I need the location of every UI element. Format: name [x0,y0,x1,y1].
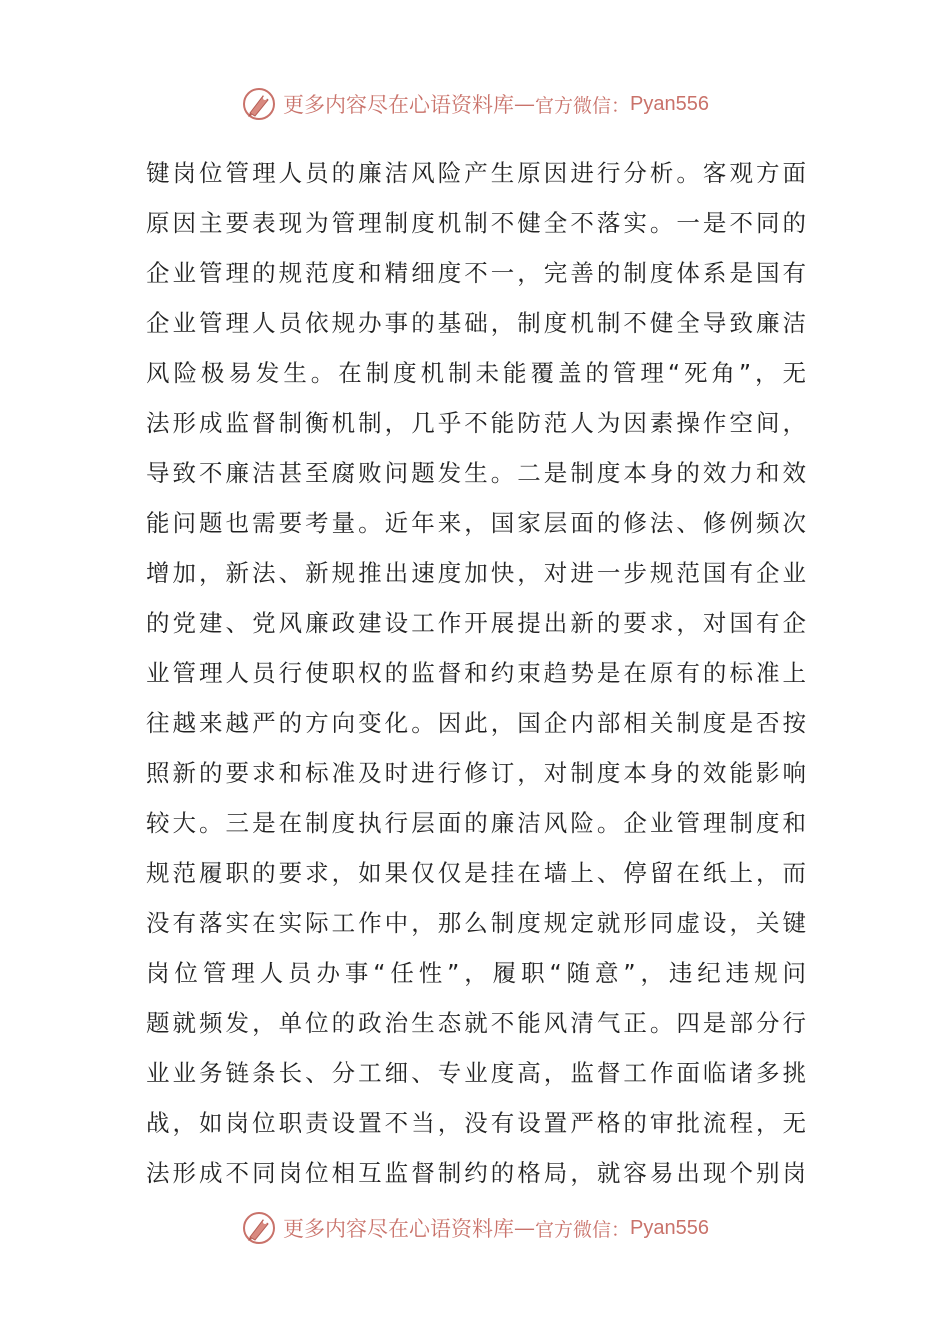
body-line: 键岗位管理人员的廉洁风险产生原因进行分析。客观方面 [146,159,806,187]
header-separator: — [514,92,535,116]
body-line: 能问题也需要考量。近年来，国家层面的修法、修例频次 [146,509,806,537]
header-watermark [0,84,950,124]
body-line: 企业管理的规范度和精细度不一，完善的制度体系是国有 [146,259,806,287]
footer-watermark [0,1208,950,1248]
body-line: 岗位管理人员办事“任性”，履职“随意”，违纪违规问 [146,959,806,987]
body-line: 战，如岗位职责设置不当，没有设置严格的审批流程，无 [146,1109,806,1137]
footer-official-label: 官方微信： [535,1218,631,1241]
body-line: 企业管理人员依规办事的基础，制度机制不健全导致廉洁 [146,309,806,337]
pen-nib-circle-icon [241,86,277,122]
footer-wechat-id: Pyan556 [630,1216,709,1239]
footer-separator: — [514,1216,535,1240]
body-line: 原因主要表现为管理制度机制不健全不落实。一是不同的 [146,209,806,237]
body-line: 风险极易发生。在制度机制未能覆盖的管理“死角”，无 [146,359,806,387]
body-line: 往越来越严的方向变化。因此，国企内部相关制度是否按 [146,709,806,737]
body-line: 法形成监督制衡机制，几乎不能防范人为因素操作空间， [146,409,806,437]
body-line: 业业务链条长、分工细、专业度高，监督工作面临诸多挑 [146,1059,806,1087]
document-body [146,148,806,1198]
body-line: 导致不廉洁甚至腐败问题发生。二是制度本身的效力和效 [146,459,806,487]
header-wechat-id: Pyan556 [630,92,709,115]
footer-site-text: 更多内容尽在心语资料库 [283,1217,514,1241]
pen-nib-circle-icon [241,1210,277,1246]
body-line: 规范履职的要求，如果仅仅是挂在墙上、停留在纸上，而 [146,859,806,887]
body-line: 较大。三是在制度执行层面的廉洁风险。企业管理制度和 [146,809,806,837]
body-line: 的党建、党风廉政建设工作开展提出新的要求，对国有企 [146,609,806,637]
body-line: 业管理人员行使职权的监督和约束趋势是在原有的标准上 [146,659,806,687]
header-official-label: 官方微信： [535,94,631,117]
body-line: 增加，新法、新规推出速度加快，对进一步规范国有企业 [146,559,806,587]
header-site-text: 更多内容尽在心语资料库 [283,93,514,117]
body-line: 题就频发，单位的政治生态就不能风清气正。四是部分行 [146,1009,806,1037]
body-line: 没有落实在实际工作中，那么制度规定就形同虚设，关键 [146,909,806,937]
body-line: 照新的要求和标准及时进行修订，对制度本身的效能影响 [146,759,806,787]
body-line: 法形成不同岗位相互监督制约的格局，就容易出现个别岗 [146,1159,806,1187]
